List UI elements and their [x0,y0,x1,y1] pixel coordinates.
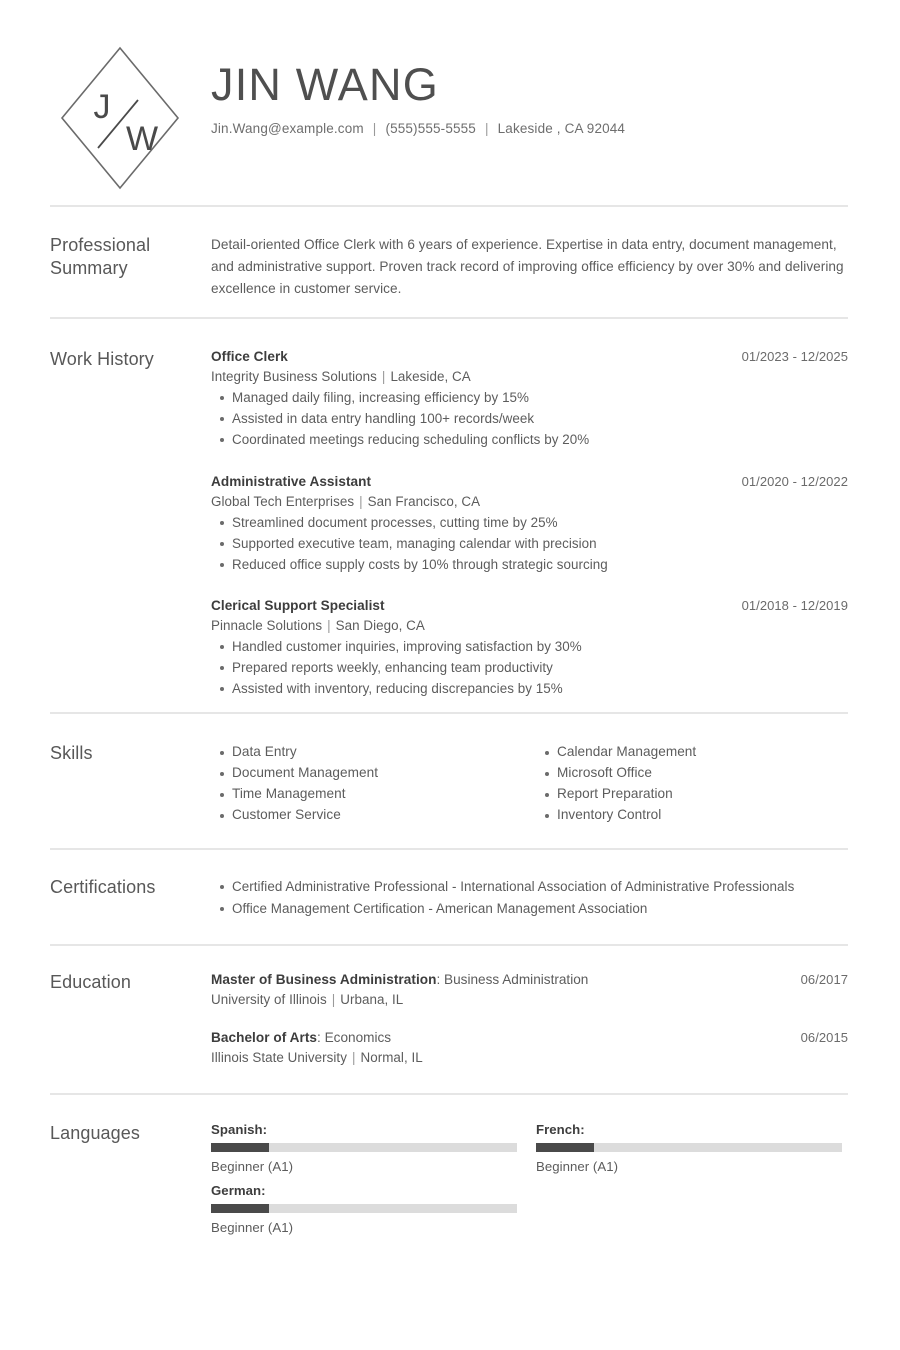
education-entry-head [211,971,848,989]
section-divider [50,944,848,946]
language-level: Beginner (A1) [536,1159,619,1174]
language-name: German: [211,1183,266,1198]
job-company-location [211,494,848,509]
section-label-certifications: Certifications [50,877,156,897]
work-entry [211,473,848,576]
degree-field: : Business Administration [436,972,589,987]
work-entry-head [211,597,848,615]
school-location [211,992,848,1007]
education-body [211,971,848,1065]
job-date-range: 01/2020 - 12/2022 [741,473,848,489]
job-bullet: Assisted with inventory, reducing discrepancies by 15% [211,678,848,699]
skill-item: Microsoft Office [536,763,846,784]
skill-item: Data Entry [211,742,521,763]
skill-item: Document Management [211,763,521,784]
contact-phone: (555)555-5555 [385,121,476,136]
job-company: Pinnacle Solutions [211,618,323,634]
skills-columns [211,742,848,828]
monogram-logo [58,44,182,192]
contact-separator-1: | [372,121,377,136]
resume-header [50,42,848,194]
job-bullet: Streamlined document processes, cutting time by 25% [211,512,848,533]
job-bullet-list [211,636,848,700]
certification-item: Certified Administrative Professional - International Association of Administrative Professionals [211,876,848,898]
monogram-initial-first: J [93,88,111,126]
language-name: French: [536,1122,585,1137]
company-location-separator: | [381,369,386,384]
job-bullet: Supported executive team, managing calendar with precision [211,533,848,554]
summary-text: Detail-oriented Office Clerk with 6 years of experience. Expertise in data entry, document management, and administrative support. Proven track record of improving office efficiency by over 30% and delivering excellence in customer service. [211,237,844,297]
languages-body [211,1122,848,1237]
school-location-separator: | [331,992,336,1007]
contact-separator-2: | [484,121,489,136]
degree-field: : Economics [317,1030,392,1045]
skills-body [211,742,848,828]
section-divider [50,1093,848,1095]
section-label-summary: Professional Summary [50,235,151,278]
skills-list-left [211,742,521,826]
work-entry [211,348,848,451]
job-bullet: Coordinated meetings reducing scheduling conflicts by 20% [211,429,848,450]
education-entry-head [211,1029,848,1047]
languages-grid [211,1122,848,1237]
school-location-text: Normal, IL [360,1050,423,1065]
job-title: Administrative Assistant [211,473,372,489]
certifications-list [211,876,848,919]
education-entry [211,1029,848,1065]
job-bullet: Reduced office supply costs by 10% through strategic sourcing [211,554,848,575]
skill-item: Customer Service [211,805,521,826]
company-location-separator: | [359,493,363,509]
job-date-range: 01/2023 - 12/2025 [741,349,848,364]
job-date-range: 01/2018 - 12/2019 [741,598,848,614]
contact-location: Lakeside , CA 92044 [497,121,626,136]
job-bullet: Managed daily filing, increasing efficiency by 15% [211,387,848,408]
section-label-work-history: Work History [50,349,154,369]
summary-body [211,234,848,300]
job-title: Office Clerk [211,349,288,364]
section-divider [50,205,848,207]
name-block [211,59,626,136]
education-date: 06/2017 [800,972,848,987]
school-name: University of Illinois [211,992,327,1007]
job-company: Global Tech Enterprises [211,493,355,509]
education-entry [211,971,848,1007]
skills-column-left [211,742,521,826]
work-history-body [211,348,848,700]
section-divider [50,712,848,714]
contact-line [211,121,625,136]
skill-item: Time Management [211,784,521,805]
school-location [211,1050,848,1065]
education-date: 06/2015 [800,1030,848,1045]
job-location: Lakeside, CA [390,369,471,384]
monogram-initial-second: W [125,120,159,158]
job-company: Integrity Business Solutions [211,369,377,384]
section-label-skills: Skills [50,743,93,763]
job-bullet-list [211,512,848,576]
job-location: San Francisco, CA [367,493,481,509]
skills-list-right [536,742,846,826]
language-proficiency-bar [211,1143,517,1152]
language-item [536,1122,842,1174]
section-label-languages: Languages [50,1123,140,1143]
certifications-body [211,876,848,919]
job-bullet: Handled customer inquiries, improving satisfaction by 30% [211,636,848,657]
language-name: Spanish: [211,1122,268,1137]
job-bullet-list [211,387,848,451]
language-item [211,1183,517,1235]
language-item [211,1122,517,1174]
job-bullet: Prepared reports weekly, enhancing team productivity [211,657,848,678]
language-proficiency-bar [536,1143,842,1152]
degree-name: Bachelor of Arts [211,1030,318,1045]
section-divider [50,848,848,850]
work-entry-head [211,473,848,491]
company-location-separator: | [327,618,331,634]
work-entry [211,597,848,700]
candidate-name: JIN WANG [211,59,439,110]
degree-name: Master of Business Administration [211,972,437,987]
work-entry-head [211,348,848,366]
contact-email: Jin.Wang@example.com [211,121,364,136]
section-label-education: Education [50,972,131,992]
job-location: San Diego, CA [335,618,425,634]
skills-column-right [536,742,846,826]
language-proficiency-fill [536,1143,594,1152]
school-name: Illinois State University [211,1050,347,1065]
language-level: Beginner (A1) [211,1220,294,1235]
skill-item: Report Preparation [536,784,846,805]
job-title: Clerical Support Specialist [211,598,385,614]
certification-item: Office Management Certification - American Management Association [211,898,848,920]
job-bullet: Assisted in data entry handling 100+ records/week [211,408,848,429]
school-location-text: Urbana, IL [340,992,404,1007]
skill-item: Calendar Management [536,742,846,763]
section-divider [50,317,848,319]
job-company-location [211,369,848,384]
school-location-separator: | [351,1050,356,1065]
language-proficiency-fill [211,1204,269,1213]
language-level: Beginner (A1) [211,1159,294,1174]
language-proficiency-bar [211,1204,517,1213]
job-company-location [211,618,848,633]
skill-item: Inventory Control [536,805,846,826]
language-proficiency-fill [211,1143,269,1152]
